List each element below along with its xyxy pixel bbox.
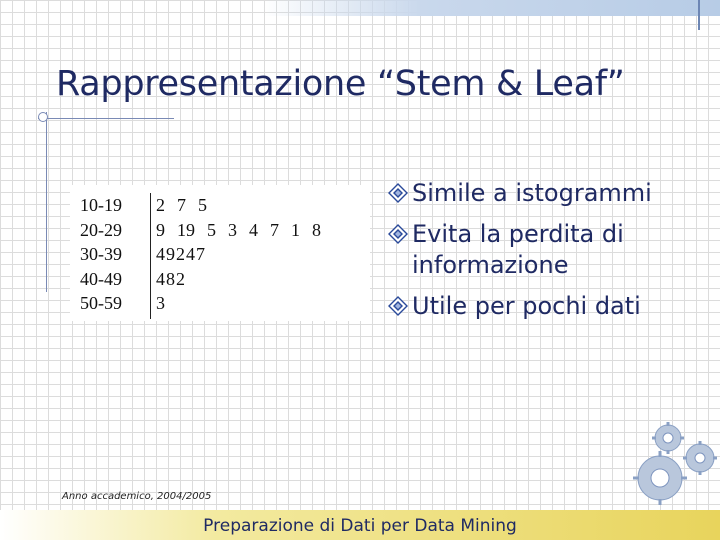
leaf-value: 3: [156, 293, 165, 313]
title-underline: [38, 118, 174, 119]
bullet-item: [388, 178, 688, 209]
left-vertical-rule: [46, 112, 47, 292]
bullet-item: [388, 291, 688, 322]
top-decor-bar: [262, 0, 720, 16]
stem-label: 50-59: [80, 293, 122, 313]
leaf-value: 8: [166, 268, 175, 289]
leaf-row: [156, 291, 333, 316]
gears-icon: [630, 420, 720, 520]
leaf-row: [156, 267, 333, 292]
bullet-list: [388, 178, 688, 332]
corner-circle-decor: [38, 112, 48, 122]
leaf-row: [156, 242, 333, 267]
leaf-column: [156, 193, 333, 316]
stem-label: 10-19: [80, 195, 122, 215]
leaf-value: 7: [270, 219, 279, 240]
bullet-item: [388, 219, 688, 281]
slide-title: Rappresentazione “Stem & Leaf”: [56, 64, 625, 104]
stem-label: 40-49: [80, 268, 122, 289]
footer-title: Preparazione di Dati per Data Mining: [203, 516, 517, 536]
leaf-value: 5: [207, 219, 216, 240]
leaf-value: 4: [156, 244, 165, 264]
diamond-bullet-icon: [388, 224, 408, 244]
leaf-value: 3: [228, 219, 237, 240]
leaf-row: [156, 218, 333, 243]
leaf-value: 1: [291, 219, 300, 240]
bullet-text: Simile a istogrammi: [412, 179, 652, 207]
stem-leaf-divider: [150, 193, 151, 319]
leaf-value: 7: [177, 195, 186, 215]
leaf-value: 2: [176, 268, 185, 289]
leaf-value: 4: [186, 244, 195, 264]
bullet-text: Evita la perdita di informazione: [412, 220, 624, 279]
bullet-text: Utile per pochi dati: [412, 292, 641, 320]
diamond-bullet-icon: [388, 183, 408, 203]
leaf-value: 19: [177, 219, 195, 240]
leaf-value: 9: [156, 219, 165, 240]
stem-label: 30-39: [80, 244, 122, 264]
diamond-bullet-icon: [388, 296, 408, 316]
leaf-value: 2: [156, 195, 165, 215]
leaf-value: 5: [198, 195, 207, 215]
leaf-value: 7: [196, 244, 205, 264]
stem-column: [80, 193, 122, 316]
stem-label: 20-29: [80, 219, 122, 240]
leaf-row: [156, 193, 333, 218]
top-decor-rule: [698, 0, 700, 30]
leaf-value: 8: [312, 219, 321, 240]
leaf-value: 4: [249, 219, 258, 240]
footer-academic-year: Anno accademico, 2004/2005: [62, 491, 212, 502]
leaf-value: 2: [176, 244, 185, 264]
leaf-value: 9: [166, 244, 175, 264]
stem-leaf-table: [70, 185, 370, 321]
leaf-value: 4: [156, 268, 165, 289]
